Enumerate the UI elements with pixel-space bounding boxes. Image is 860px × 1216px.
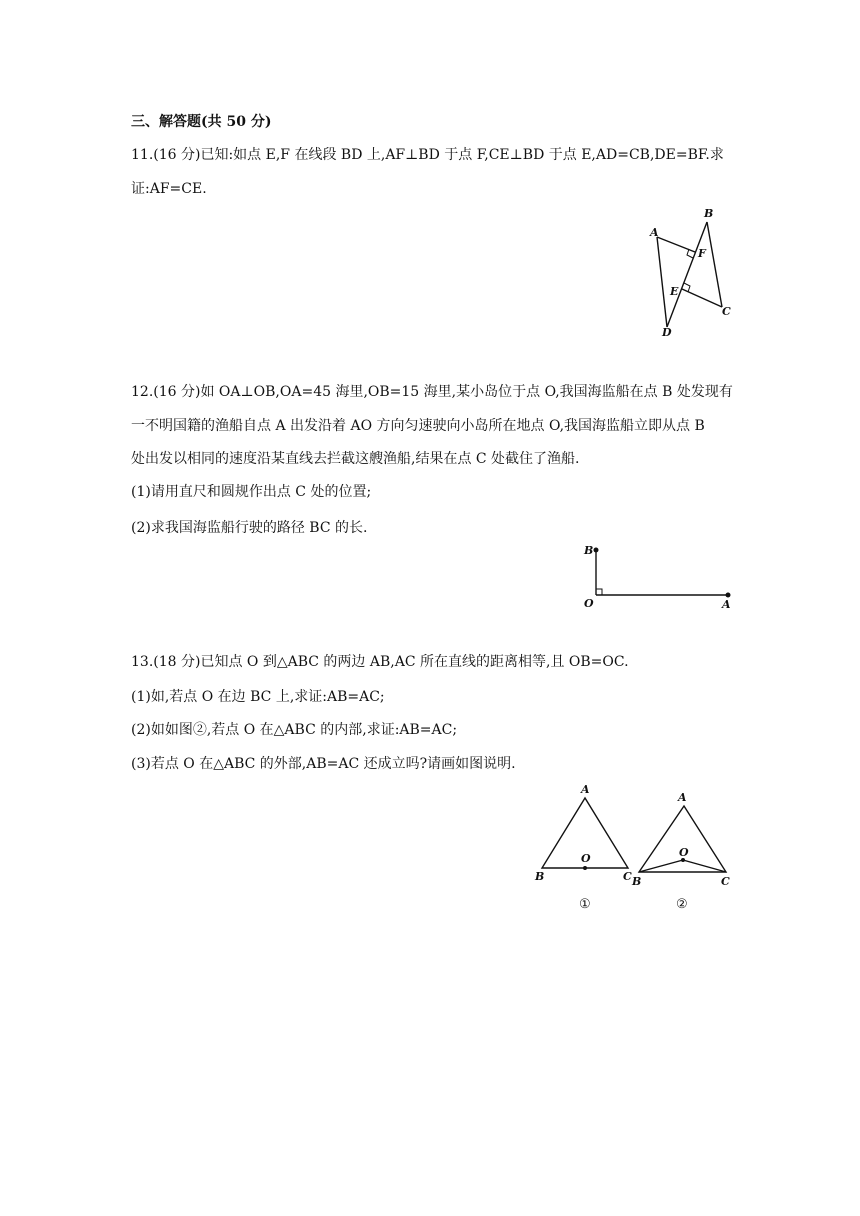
label-c: C [722,305,731,318]
problem-12-line-1: 12.(16 分)如 OA⊥OB,OA=45 海里,OB=15 海里,某小岛位于点 O,我国海监船在点 B 处发现有 [131,384,733,400]
point-a [726,593,731,598]
problem-11-line-2: 证:AF=CE. [131,181,207,197]
problem-12-line-3: 处出发以相同的速度沿某直线去拦截这艘渔船,结果在点 C 处截住了渔船. [131,451,580,467]
label-o: O [679,846,689,859]
problem-13-line-1: 13.(18 分)已知点 O 到△ABC 的两边 AB,AC 所在直线的距离相等,且 OB=OC. [131,654,629,670]
label-a: A [678,791,687,804]
figure-1-caption: ① [579,897,591,912]
segment-af [657,237,695,252]
label-b: B [632,875,642,888]
problem-12-line-4: (1)请用直尺和圆规作出点 C 处的位置; [131,484,372,500]
problem-13-line-4: (3)若点 O 在△ABC 的外部,AB=AC 还成立吗?请画如图说明. [131,756,516,772]
problem-13-figure-1 [528,782,638,914]
label-d: D [662,326,672,339]
label-a: A [722,598,731,611]
right-angle-o [596,589,602,595]
label-o: O [584,597,594,610]
problem-12-figure [578,540,738,615]
label-b: B [535,870,545,883]
label-f: F [698,247,706,260]
problem-12-line-5: (2)求我国海监船行驶的路径 BC 的长. [131,520,368,536]
section-heading: 三、解答题(共 50 分) [131,114,272,130]
problem-12-line-2: 一不明国籍的渔船自点 A 出发沿着 AO 方向匀速驶向小岛所在地点 O,我国海监船立即从点 B [131,418,705,434]
segment-bc [707,222,722,307]
problem-11-figure [640,205,740,340]
point-o [583,866,587,870]
label-c: C [623,870,632,883]
segment-ad [657,237,667,327]
label-b: B [704,207,714,220]
problem-13-line-3: (2)如如图②,若点 O 在△ABC 的内部,求证:AB=AC; [131,722,458,738]
label-e: E [670,285,679,298]
figure-2-caption: ② [676,897,688,912]
label-a: A [650,226,659,239]
problem-11-line-1: 11.(16 分)已知:如点 E,F 在线段 BD 上,AF⊥BD 于点 F,CE⊥BD 于点 E,AD=CB,DE=BF.求 [131,147,724,163]
problem-13-line-2: (1)如,若点 O 在边 BC 上,求证:AB=AC; [131,689,385,705]
label-b: B [584,544,594,557]
label-a: A [581,783,590,796]
triangle-abc [639,806,726,872]
label-o: O [581,852,591,865]
segment-bd [667,222,707,327]
label-c: C [721,875,730,888]
problem-13-figure-2 [628,782,738,914]
point-b [594,548,599,553]
